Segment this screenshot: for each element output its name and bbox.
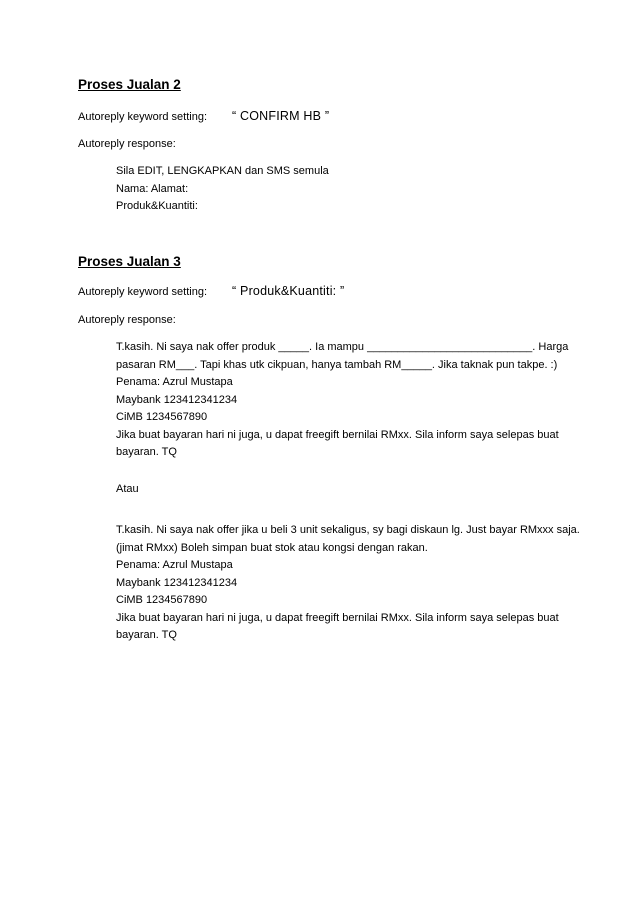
keyword-value: “ CONFIRM HB ” [232,109,330,123]
response-line: Jika buat bayaran hari ni juga, u dapat freegift bernilai RMxx. Sila inform saya selepas buat [116,611,559,624]
response-line: Maybank 123412341234 [116,576,238,589]
response-line: (jimat RMxx) Boleh simpan buat stok atau kongsi dengan rakan. [116,541,428,554]
keyword-label: Autoreply keyword setting: [78,286,208,298]
section-heading: Proses Jualan 2 [78,77,181,92]
response-block-2 [116,522,580,645]
response-line: T.kasih. Ni saya nak offer produk _____. Ia mampu ___________________________. Harga [116,341,569,353]
response-line: CiMB 1234567890 [116,594,208,606]
response-block [116,163,576,216]
response-line: Penama: Azrul Mustapa [116,559,233,571]
response-block-1 [116,339,576,462]
response-line: Sila EDIT, LENGKAPKAN dan SMS semula [116,165,329,177]
response-label: Autoreply response: [78,314,176,326]
response-line: bayaran. TQ [116,629,177,641]
response-line: Penama: Azrul Mustapa [116,376,233,388]
separator-line: Atau [116,483,139,495]
section-heading: Proses Jualan 3 [78,254,181,269]
response-label: Autoreply response: [78,138,176,150]
response-line: bayaran. TQ [116,446,177,458]
keyword-label: Autoreply keyword setting: [78,111,208,123]
separator-text [116,481,576,499]
keyword-value: “ Produk&Kuantiti: ” [232,284,345,298]
response-line: Nama: Alamat: [116,182,189,195]
response-line: CiMB 1234567890 [116,411,208,423]
response-line: Jika buat bayaran hari ni juga, u dapat freegift bernilai RMxx. Sila inform saya selepas buat [116,428,559,441]
response-line: Produk&Kuantiti: [116,200,198,212]
response-line: pasaran RM___. Tapi khas utk cikpuan, hanya tambah RM_____. Jika taknak pun takpe. :) [116,358,558,371]
response-line: Maybank 123412341234 [116,393,238,406]
response-line: T.kasih. Ni saya nak offer jika u beli 3 unit sekaligus, sy bagi diskaun lg. Just bayar RMxxx saja. [116,524,580,536]
